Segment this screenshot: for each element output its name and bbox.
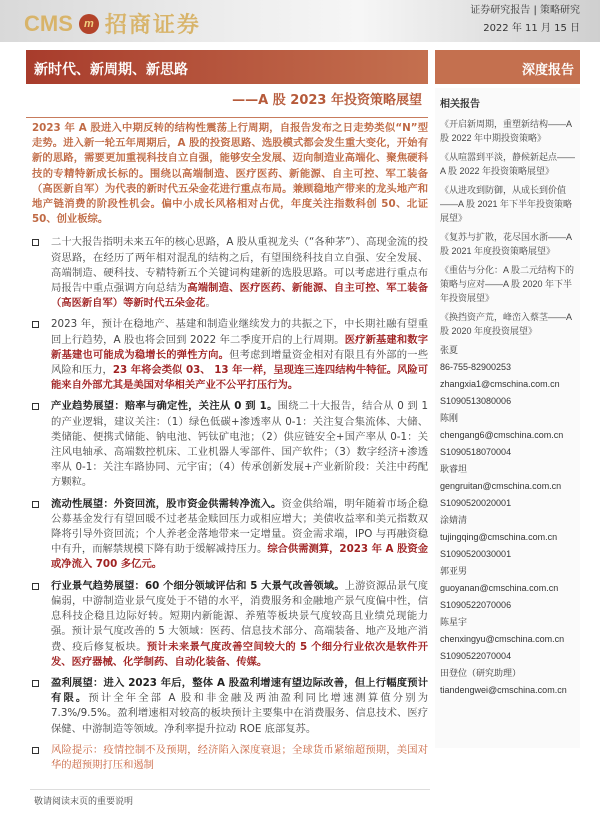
cms-logo [24,8,201,39]
bullet-text: 预计全年全部 A 股和非金融及两油盈利同比增速测算值分别为 7.3%/9.5%。盈利增速相对较高的板块预计主要集中在消费服务、信息技术、医疗保健、中游制造等领域。净利率提升拉动 ROE 底部复苏。 [51,692,428,735]
analyst-email[interactable]: tiandengwei@cmschina.com.cn [440,685,567,695]
bullet-text: 围绕二十大报告，结合从 0 到 1 的产业逻辑，建议关注：（1）绿色低碳+渗透率从 0-1：关注复合集流体、大储、类储能、便携式储能、钠电池、钙钛矿电池；（2）供应链安全+国产率从 0-1：关注风电轴承、高端数控机床、工业机器人零部件、国产软件；（3）数字经济+渗透率从 0-1：关注车路协同、元宇宙；（4）传承创新发展+产业新阶段：关注中药配方颗粒。 [51,400,429,489]
bullet-text: 。 [205,297,216,310]
bullet-point [26,743,428,773]
analyst-info: S1090520030001 [440,549,512,559]
report-subtitle: ——A 股 2023 年投资策略展望 [232,93,422,108]
header-banner [0,0,600,42]
analyst-info: S1090520020001 [440,498,512,508]
analyst-info: S1090518070004 [440,447,512,457]
bullet-point [26,497,428,573]
bullet-text: 上游资源品景气度偏弱，中游制造业景气度处于不错的水平，消费服务和金融地产景气度偏中性，信息科技企稳且边际好转。短期内新能源、养殖等板块景气度较高且业绩兑现能力强。预计景气度改善的 5 大领域：医药、信息技术部分、高端装备、地产及地产消费、疫后修复板块。 [51,579,429,653]
checkbox-bullet-icon [32,239,39,246]
bullet-text: 行业景气趋势展望：60 个细分领域评估和 5 大景气改善领域。 [51,579,345,592]
report-kind: 证券研究报告 | 策略研究 [470,5,580,16]
analyst-email[interactable]: gengruitan@cmschina.com.cn [440,481,562,491]
related-report-link[interactable]: 《从喧嚣到平淡，静候新起点——A 股 2022 年投资策略展望》 [440,152,576,176]
analyst-email[interactable]: tujingqing@cmschina.com.cn [440,532,558,542]
bullet-text: 但考虑到增量资金相对有限且有外部的一些风险和压力， [51,348,429,377]
analyst-name: 田登位（研究助理） [440,668,522,678]
bullet-text: 医疗新基建和数字新基建也可能成为稳增长的弹性方向。 [51,333,429,361]
bullet-text: 资金供给端，明年随着市场企稳公募基金发行有望回暖不过老基金赎回压力或相应增大；美债收益率和美元指数双降将引导外资回流；个人养老金落地带来一定增量。资金需求端，IPO 与再融资稳中有升，而解禁规模下降有助于缓解减持压力。 [51,497,429,556]
bullet-text: 预计未来景气度改善空间较大的 5 个细分行业依次是软件开发、医疗器械、化学制药、自动化装备、传媒。 [51,640,428,668]
bullet-point [26,317,428,393]
analyst-info: S1090522070004 [440,651,512,661]
related-report-link[interactable]: 《开启新周期，重塑新结构——A 股 2022 年中期投资策略》 [440,119,572,143]
related-report-link[interactable]: 《换挡资产荒，峰峦入蔡茎——A 股 2020 年度投资展望》 [440,312,572,336]
bullet-text: 盈利展望：进入 2023 年后，整体 A 股盈利增速有望边际改善，但上行幅度预计有限。 [51,676,428,705]
bullet-text: 风险提示：疫情控制不及预期，经济陷入深度衰退；全球货币紧缩超预期，美国对华的超预期打压和遏制 [51,743,428,771]
bullet-text: 流动性展望：外资回流，股市资金供需转净流入。 [51,497,282,510]
bullet-text: 综合供需测算，2023 年 A 股资金或净流入 700 多亿元。 [51,543,429,571]
analyst-name: 郭亚男 [440,566,468,576]
main-column [26,50,428,779]
checkbox-bullet-icon [32,501,39,508]
analyst-email[interactable]: chenxingyu@cmschina.com.cn [440,634,565,644]
logo-seal-icon: m [79,14,99,34]
analyst-name: 陈星宇 [440,617,468,627]
bullet-text: 2023 年，预计在稳地产、基建和制造业继续发力的共振之下，中长期社融有望重回上行趋势，A 股也将会回到 2022 年二季度开启的上行周期。 [51,318,428,346]
related-report-link[interactable]: 《从进攻到防御，从成长到价值——A 股 2021 年下半年投资策略展望》 [440,185,573,223]
footer-note: 敬请阅读末页的重要说明 [30,789,430,807]
checkbox-bullet-icon [32,403,39,410]
report-date: 2022 年 11 月 15 日 [483,23,580,34]
right-column [435,50,580,748]
header-meta [470,2,580,38]
analyst-name: 陈刚 [440,413,459,423]
analyst-name: 涂婧清 [440,515,468,525]
content-row [0,42,600,779]
analyst-info: S1090522070006 [440,600,512,610]
bullet-text: 产业趋势展望：赔率与确定性，关注从 0 到 1。 [51,400,278,413]
key-points [26,235,428,773]
report-type: 深度报告 [435,50,580,84]
bullet-text: 23 年将会类似 03、 13 年一样，呈现连三连四结构牛特征。风险可能来自外部尤其是美国对华相关产业不公平打压行为。 [51,364,429,392]
related-reports-heading: 相关报告 [440,99,480,110]
bullet-point [26,235,428,311]
analyst-name: 张夏 [440,345,459,355]
analyst-email[interactable]: zhangxia1@cmschina.com.cn [440,379,560,389]
analyst-email[interactable]: chengang6@cmschina.com.cn [440,430,564,440]
sidebar [435,88,580,748]
logo-cn: 招商证券 [104,12,201,38]
bullet-point [26,579,428,670]
related-report-link[interactable]: 《复苏与扩散，花尽国水浙——A 股 2021 年度投资策略展望》 [440,232,572,256]
report-title: 新时代、新周期、新思路 [26,50,428,84]
bullet-text: 高端制造、医疗医药、新能源、自主可控、军工装备（高医新自军）等新时代五朵金花 [51,282,429,310]
analyst-info: S1090513080006 [440,396,512,406]
checkbox-bullet-icon [32,583,39,590]
analyst-name: 耿睿坦 [440,464,468,474]
related-report-link[interactable]: 《重估与分化：A 股二元结构下的策略与应对——A 股 2020 年下半年投资展望》 [440,265,575,303]
logo-text: CMS [24,10,73,36]
bullet-point [26,399,428,490]
checkbox-bullet-icon [32,321,39,328]
bullet-point [26,676,428,737]
bullet-text: 二十大报告指明未来五年的核心思路，A 股从重视龙头（“各种茅”）、高现金流的投资思路，在经历了两年相对混乱的结构之后，有望围绕科技自立自强、安全发展、高端制造、硬科技、专精特新五个关键词构建新的选股思路。可以考虑进行重点布局报告中重点强调方向总结为 [51,236,428,295]
analyst-info: 86-755-82900253 [440,362,512,372]
summary-paragraph: 2023 年 A 股进入中期反转的结构性震荡上行周期，自报告发布之日走势类似“N”型走势。进入新一轮五年周期后，A 股的投资思路、选股模式都会发生重大变化，开始有新的思路，需要更加重视科技自立自强，能够安全发展、迈向制造业高端化、聚焦硬科技的专精特新成长标的。围绕以高端制造、医疗医药、新能源、自主可控、军工装备（高医新自军）为代表的新时代五朵金花进行重点布局。兼顾稳地产带来的龙头地产和地产链消费的阶段性机会。偏中小成长风格相对占优，年度关注指数科创 50、北证 50、创业板综。 [32,122,428,226]
checkbox-bullet-icon [32,747,39,754]
checkbox-bullet-icon [32,680,39,687]
divider [26,117,428,118]
analyst-email[interactable]: guoyanan@cmschina.com.cn [440,583,559,593]
